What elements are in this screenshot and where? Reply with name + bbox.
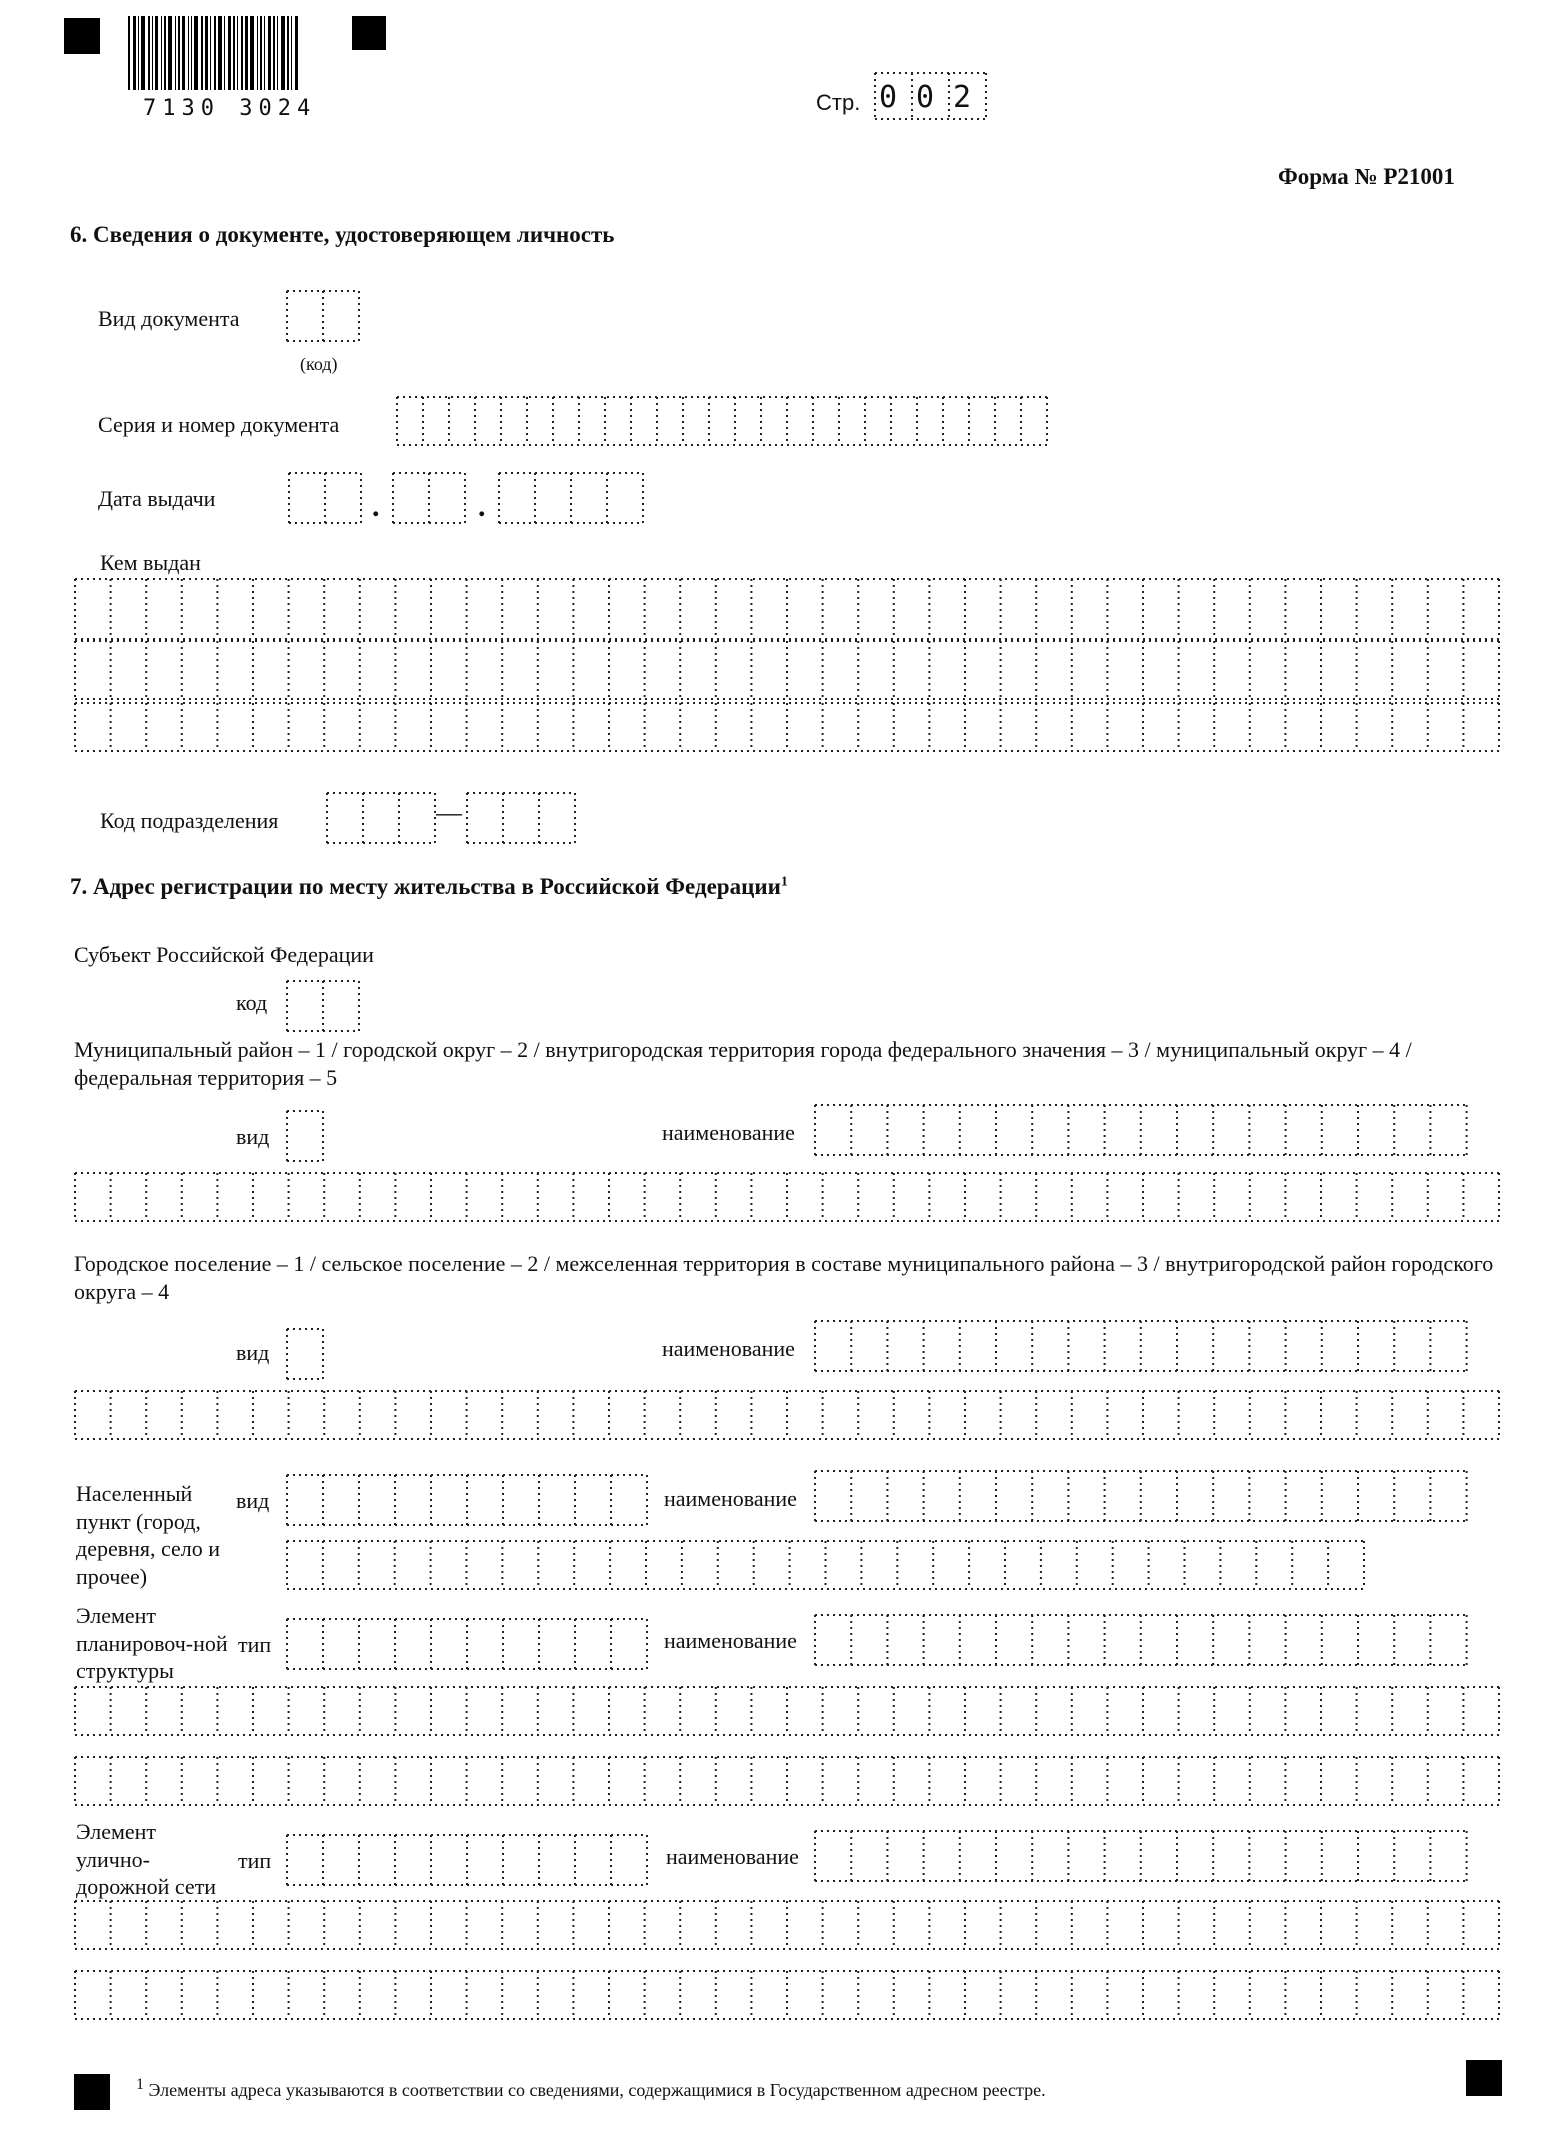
date-dot-1: . [372,490,380,523]
settlement-name-label: наименование [662,1336,795,1361]
settlement-type-field[interactable] [286,1328,326,1382]
municipal-label: Муниципальный район – 1 / городской округ – 2 / внутригородская территория города федерального значения – 3 / муниципальный округ – 4 / федеральная территория – 5 [74,1037,1412,1090]
division-code-part-2[interactable] [466,792,578,846]
section-7-title-text: 7. Адрес регистрации по месту жительства в Российской Федерации [70,874,781,899]
issued-by-row-1[interactable] [74,578,1502,642]
doc-type-note: (код) [300,354,338,374]
registration-marker-bottom-right [1466,2060,1502,2096]
footnote-number: 1 [136,2076,144,2093]
locality-name-label: наименование [664,1486,797,1511]
municipal-name-label: наименование [662,1120,795,1145]
settlement-name-row-2[interactable] [74,1390,1502,1442]
planning-kind-field[interactable] [286,1618,650,1672]
planning-kind-label: тип [238,1632,272,1657]
municipal-type-field[interactable] [286,1110,326,1164]
issue-date-month-field[interactable] [392,472,468,526]
division-code-label: Код подразделения [100,808,279,833]
section-7-title [70,874,788,900]
locality-label: Населенный пункт (город, деревня, село и прочее) [76,1481,221,1589]
footnote [136,2076,1046,2101]
street-name-label: наименование [666,1844,799,1869]
issued-by-label: Кем выдан [100,550,201,575]
subject-label: Субъект Российской Федерации [74,942,374,967]
issued-by-row-2[interactable] [74,640,1502,702]
subject-code-label: код [236,990,268,1015]
barcode-number: 7130 3024 [143,96,317,121]
street-name-row-1[interactable] [814,1830,1470,1884]
municipal-name-row-1[interactable] [814,1104,1470,1158]
planning-name-row-1[interactable] [814,1614,1470,1668]
page-digit-1: 0 [879,80,898,115]
street-name-row-2[interactable] [74,1900,1502,1952]
page-label: Стр. [816,90,861,115]
street-kind-label: тип [238,1848,272,1873]
settlement-label: Городское поселение – 1 / сельское поселение – 2 / межселенная территория в составе муниципального района – 3 / внутригородской район городского округа – 4 [74,1251,1494,1304]
street-kind-field[interactable] [286,1834,650,1888]
issued-by-row-3[interactable] [74,702,1502,754]
locality-name-row-2[interactable] [286,1540,1367,1592]
registration-marker-top-right [352,16,386,50]
form-name: Форма № Р21001 [1278,164,1455,189]
issue-date-year-field[interactable] [498,472,646,526]
series-number-field[interactable] [396,396,1050,448]
registration-marker-bottom-left [74,2074,110,2110]
issue-date-day-field[interactable] [288,472,364,526]
division-code-dash: — [436,798,462,827]
planning-name-row-2[interactable] [74,1686,1502,1738]
locality-name-row-1[interactable] [814,1470,1470,1524]
doc-type-field[interactable] [286,290,362,344]
locality-type-label: вид [236,1488,270,1513]
subject-code-field[interactable] [286,980,362,1034]
street-element-label: Элемент улично-дорожной сети [76,1819,217,1899]
barcode [128,16,300,90]
footnote-text: Элементы адреса указываются в соответствии со сведениями, содержащимися в Государственном адресном реестре. [148,2080,1046,2100]
planning-element-label: Элемент планировоч-ной структуры [76,1603,228,1683]
municipal-name-row-2[interactable] [74,1172,1502,1224]
doc-type-label: Вид документа [98,306,240,331]
municipal-type-label: вид [236,1124,270,1149]
street-name-row-3[interactable] [74,1970,1502,2022]
series-number-label: Серия и номер документа [98,412,340,437]
planning-name-row-3[interactable] [74,1756,1502,1808]
division-code-part-1[interactable] [326,792,438,846]
page-digit-2: 0 [916,80,935,115]
planning-name-label: наименование [664,1628,797,1653]
section-6-title: 6. Сведения о документе, удостоверяющем личность [70,222,615,247]
page-digit-3: 2 [953,80,972,115]
issue-date-label: Дата выдачи [98,486,216,511]
footnote-mark: 1 [780,874,788,890]
date-dot-2: . [478,490,486,523]
registration-marker-top-left [64,18,100,54]
settlement-name-row-1[interactable] [814,1320,1470,1374]
locality-type-field[interactable] [286,1474,650,1528]
settlement-type-label: вид [236,1340,270,1365]
